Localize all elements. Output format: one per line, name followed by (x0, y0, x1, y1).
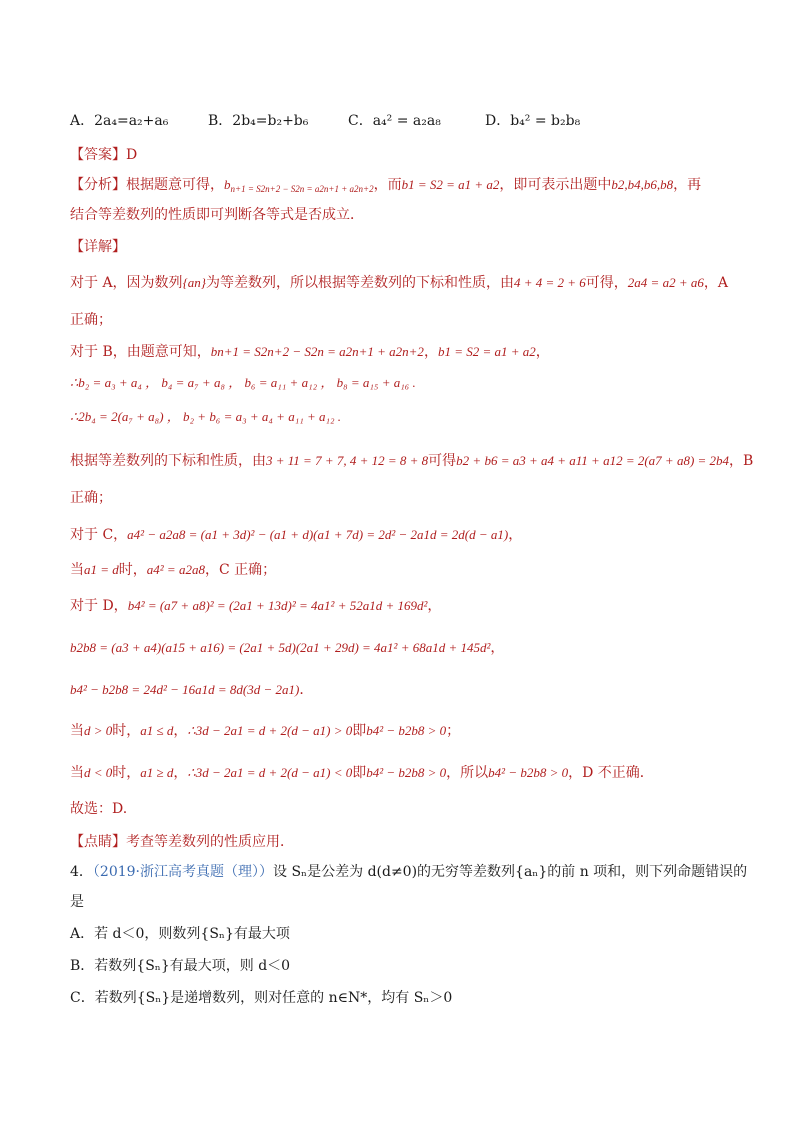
detail-formula: b1 = S2 = a1 + a2 (437, 344, 536, 359)
analysis-text: 根据题意可得， (126, 177, 224, 193)
detail-text: ，B (729, 453, 754, 469)
detail-text: 时， (112, 765, 141, 781)
detail-text: 根据等差数列的下标和性质，由 (70, 453, 266, 469)
option-d: D．b₄² = b₂b₈ (485, 113, 581, 129)
option-c: C．a₄² = a₂a₈ (348, 113, 441, 129)
detail-text: ． (299, 682, 314, 698)
detail-formula: b4² − b2b8 > 0 (366, 723, 447, 738)
answer-line (70, 146, 137, 164)
analysis-tag: 【分析】 (70, 177, 126, 193)
detail-d-line-5 (70, 764, 654, 782)
detail-formula: {an} (182, 275, 206, 290)
detail-formula: a1 ≥ d (140, 765, 174, 780)
detail-formula: a1 = d (84, 562, 119, 577)
detail-text: 即 (352, 765, 367, 781)
detail-text: ， (423, 344, 438, 360)
detail-text: ，D 不正确． (568, 765, 654, 781)
detail-text: ， (490, 640, 505, 656)
detail-text: ， (173, 765, 188, 781)
detail-c-line-1 (70, 526, 522, 544)
detail-text: 时， (118, 562, 147, 578)
question4-option-a: A．若 d＜0，则数列{Sₙ}有最大项 (70, 926, 290, 942)
detail-d-line-4 (70, 722, 460, 740)
detail-tag: 【详解】 (70, 239, 126, 255)
analysis-formula-2: b1 = S2 = a1 + a2 (401, 177, 500, 192)
detail-formula: b4² = (a7 + a8)² = (2a1 + 13d)² = 4a1² + 52a1d + 169d² (127, 598, 428, 613)
detail-b-line-3: ∴2b₄ = 2(a₇ + a₈) ， b₂ + b₆ = a₃ + a₄ + a₁₁ + a₁₂ . (70, 409, 342, 424)
detail-formula: d > 0 (84, 723, 113, 738)
question4-source: （2019·浙江高考真题（理）） (92, 864, 274, 880)
option-a: A．2a₄=a₂+a₆ (70, 113, 169, 129)
question4-option-c: C．若数列{Sₙ}是递增数列，则对任意的 n∈N*，均有 Sₙ＞0 (70, 990, 453, 1006)
detail-c-line-2 (70, 561, 276, 579)
detail-b-line-5: 正确； (70, 490, 112, 506)
detail-formula: bn+1 = S2n+2 − S2n = a2n+1 + a2n+2 (210, 344, 424, 359)
detail-text: 可得 (428, 453, 457, 469)
detail-text: 对于 D， (70, 598, 128, 614)
detail-formula: a4² = a2a8 (146, 562, 205, 577)
detail-formula: ∴3d − 2a1 = d + 2(d − a1) < 0 (187, 765, 353, 780)
detail-text: 当 (70, 765, 84, 781)
detail-d-line-1 (70, 597, 441, 615)
detail-text: 可得， (585, 275, 628, 291)
detail-formula: d < 0 (84, 765, 113, 780)
detail-text: ， (427, 598, 442, 614)
comment-line (70, 833, 294, 851)
detail-formula: a4² − a2a8 = (a1 + 3d)² − (a1 + d)(a1 + 7d) = 2d² − 2a1d = 2d(d − a1) (127, 527, 509, 542)
detail-text: 对于 C， (70, 527, 128, 543)
detail-text: 即 (352, 723, 367, 739)
question4-stem-line-1 (70, 863, 747, 881)
detail-formula: 4 + 4 = 2 + 6 (513, 275, 586, 290)
question4-stem: 设 Sₙ是公差为 d(d≠0)的无穷等差数列{aₙ}的前 n 项和，则下列命题错误的 (273, 864, 748, 880)
detail-formula: ∴3d − 2a1 = d + 2(d − a1) > 0 (187, 723, 353, 738)
detail-text: 对于 A，因为数列 (70, 275, 183, 291)
detail-formula: 3 + 11 = 7 + 7, 4 + 12 = 8 + 8 (266, 453, 429, 468)
question4-stem-line-2: 是 (70, 894, 84, 910)
analysis-formula-1 (224, 177, 374, 192)
analysis-text: ，即可表示出题中 (499, 177, 612, 193)
comment-tag: 【点睛】 (70, 834, 126, 850)
detail-b-line-1 (70, 343, 550, 361)
detail-text: ，A (703, 275, 728, 291)
analysis-line-2: 结合等差数列的性质即可判断各等式是否成立． (70, 207, 364, 223)
detail-formula: b2b8 = (a3 + a4)(a15 + a16) = (2a1 + 5d)(2a1 + 29d) = 4a1² + 68a1d + 145d² (70, 640, 491, 655)
analysis-formula-3: b2,b4,b6,b8 (611, 177, 674, 192)
analysis-formula-1-head: b (224, 177, 231, 192)
analysis-formula-1-body: n+1 = S2n+2 − S2n = a2n+1 + a2n+2 (230, 184, 374, 194)
detail-a-line-2: 正确； (70, 312, 112, 328)
analysis-line-1 (70, 176, 701, 198)
detail-b-line-4 (70, 452, 753, 470)
detail-formula: 2a4 = a2 + a6 (627, 275, 704, 290)
answer-value: D (126, 147, 138, 163)
detail-formula: b4² − b2b8 = 24d² − 16a1d = 8d(3d − 2a1) (70, 682, 300, 697)
detail-formula: b4² − b2b8 > 0 (488, 765, 569, 780)
detail-a-line-1 (70, 274, 728, 292)
detail-formula: b2 + b6 = a3 + a4 + a11 + a12 = 2(a7 + a8) = 2b4 (456, 453, 730, 468)
detail-text: 时， (112, 723, 141, 739)
analysis-text: ，而 (373, 177, 402, 193)
detail-text: 当 (70, 723, 84, 739)
detail-formula: a1 ≤ d (140, 723, 174, 738)
detail-text: 为等差数列，所以根据等差数列的下标和性质，由 (205, 275, 514, 291)
detail-choose: 故选：D. (70, 801, 128, 817)
detail-text: ； (446, 723, 461, 739)
detail-text: ， (173, 723, 188, 739)
detail-text: ， (508, 527, 523, 543)
detail-d-line-3 (70, 681, 313, 699)
detail-text: ， (535, 344, 550, 360)
detail-formula: b4² − b2b8 > 0 (366, 765, 447, 780)
answer-tag: 【答案】 (70, 147, 126, 163)
detail-text: ，所以 (446, 765, 489, 781)
question4-number: 4． (70, 864, 93, 880)
detail-text: ，C 正确； (204, 562, 277, 578)
question4-option-b: B．若数列{Sₙ}有最大项，则 d＜0 (70, 958, 291, 974)
detail-b-line-2: ∴b₂ = a₃ + a₄ ， b₄ = a₇ + a₈ ， b₆ = a₁₁ + a₁₂ ， b₈ = a₁₅ + a₁₆ . (70, 375, 416, 390)
detail-text: 当 (70, 562, 84, 578)
detail-d-line-2 (70, 639, 504, 657)
comment-text: 考查等差数列的性质应用． (126, 834, 294, 850)
option-b: B．2b₄=b₂+b₆ (208, 113, 309, 129)
analysis-text: ，再 (673, 177, 702, 193)
detail-text: 对于 B，由题意可知， (70, 344, 211, 360)
